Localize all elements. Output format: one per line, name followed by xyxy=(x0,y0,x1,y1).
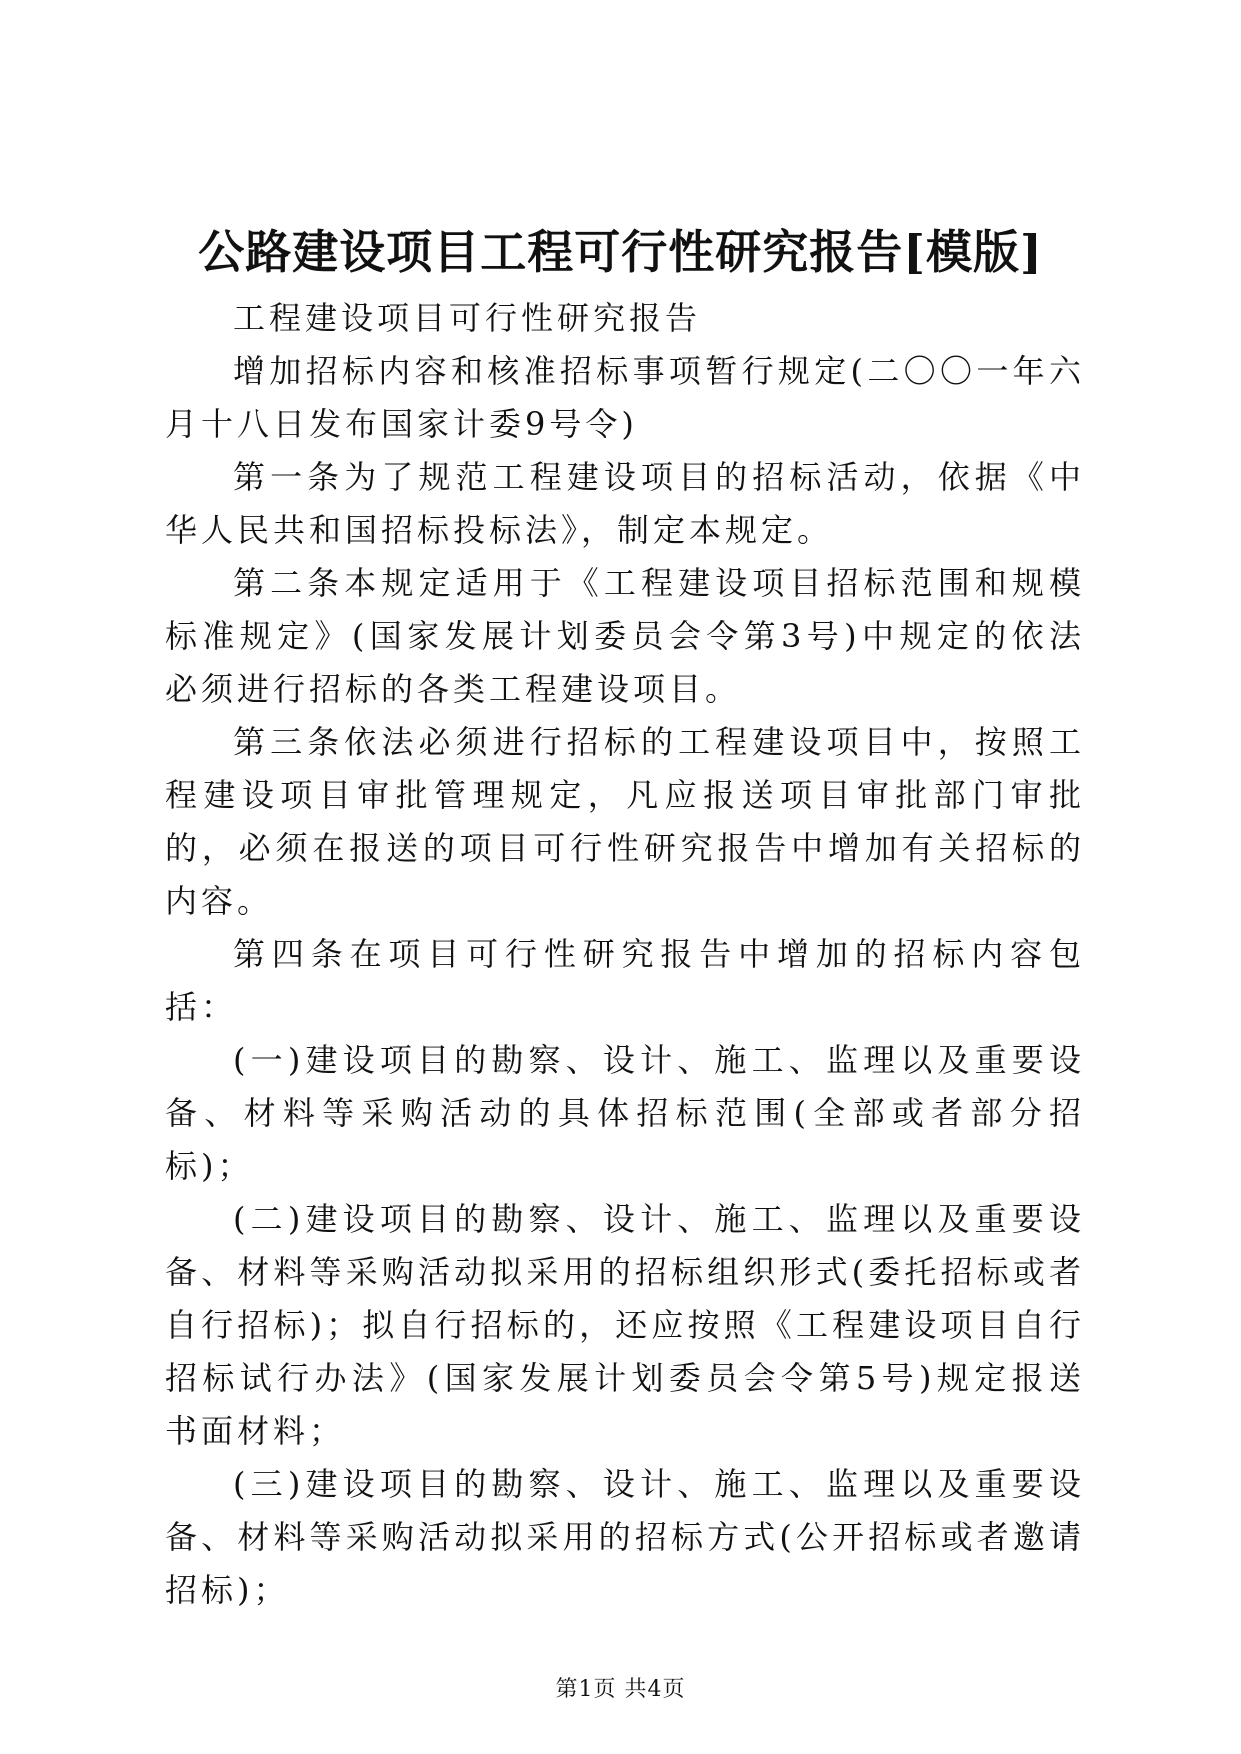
document-body xyxy=(165,292,1085,1617)
paragraph: 第三条依法必须进行招标的工程建设项目中，按照工程建设项目审批管理规定，凡应报送项目审批部门审批的，必须在报送的项目可行性研究报告中增加有关招标的内容。 xyxy=(165,723,1085,920)
paragraph: 第四条在项目可行性研究报告中增加的招标内容包括： xyxy=(165,935,1085,1026)
paragraph: (三)建设项目的勘察、设计、施工、监理以及重要设备、材料等采购活动拟采用的招标方式(公开招标或者邀请招标)； xyxy=(165,1465,1085,1609)
page-footer: 第1页 共4页 xyxy=(555,1677,686,1702)
paragraph: 第一条为了规范工程建设项目的招标活动，依据《中华人民共和国招标投标法》，制定本规定。 xyxy=(165,458,1085,549)
paragraph: 第二条本规定适用于《工程建设项目招标范围和规模标准规定》(国家发展计划委员会令第3号)中规定的依法必须进行招标的各类工程建设项目。 xyxy=(165,564,1085,708)
paragraph: 增加招标内容和核准招标事项暂行规定(二〇〇一年六月十八日发布国家计委9号令) xyxy=(165,352,1085,443)
paragraph: (一)建设项目的勘察、设计、施工、监理以及重要设备、材料等采购活动的具体招标范围(全部或者部分招标)； xyxy=(165,1041,1085,1185)
document-title: 公路建设项目工程可行性研究报告[模版] xyxy=(198,225,1043,279)
paragraph: (二)建设项目的勘察、设计、施工、监理以及重要设备、材料等采购活动拟采用的招标组织形式(委托招标或者自行招标)；拟自行招标的，还应按照《工程建设项目自行招标试行办法》(国家发展计划委员会令第5号)规定报送书面材料； xyxy=(165,1200,1085,1450)
paragraph: 工程建设项目可行性研究报告 xyxy=(233,299,702,337)
